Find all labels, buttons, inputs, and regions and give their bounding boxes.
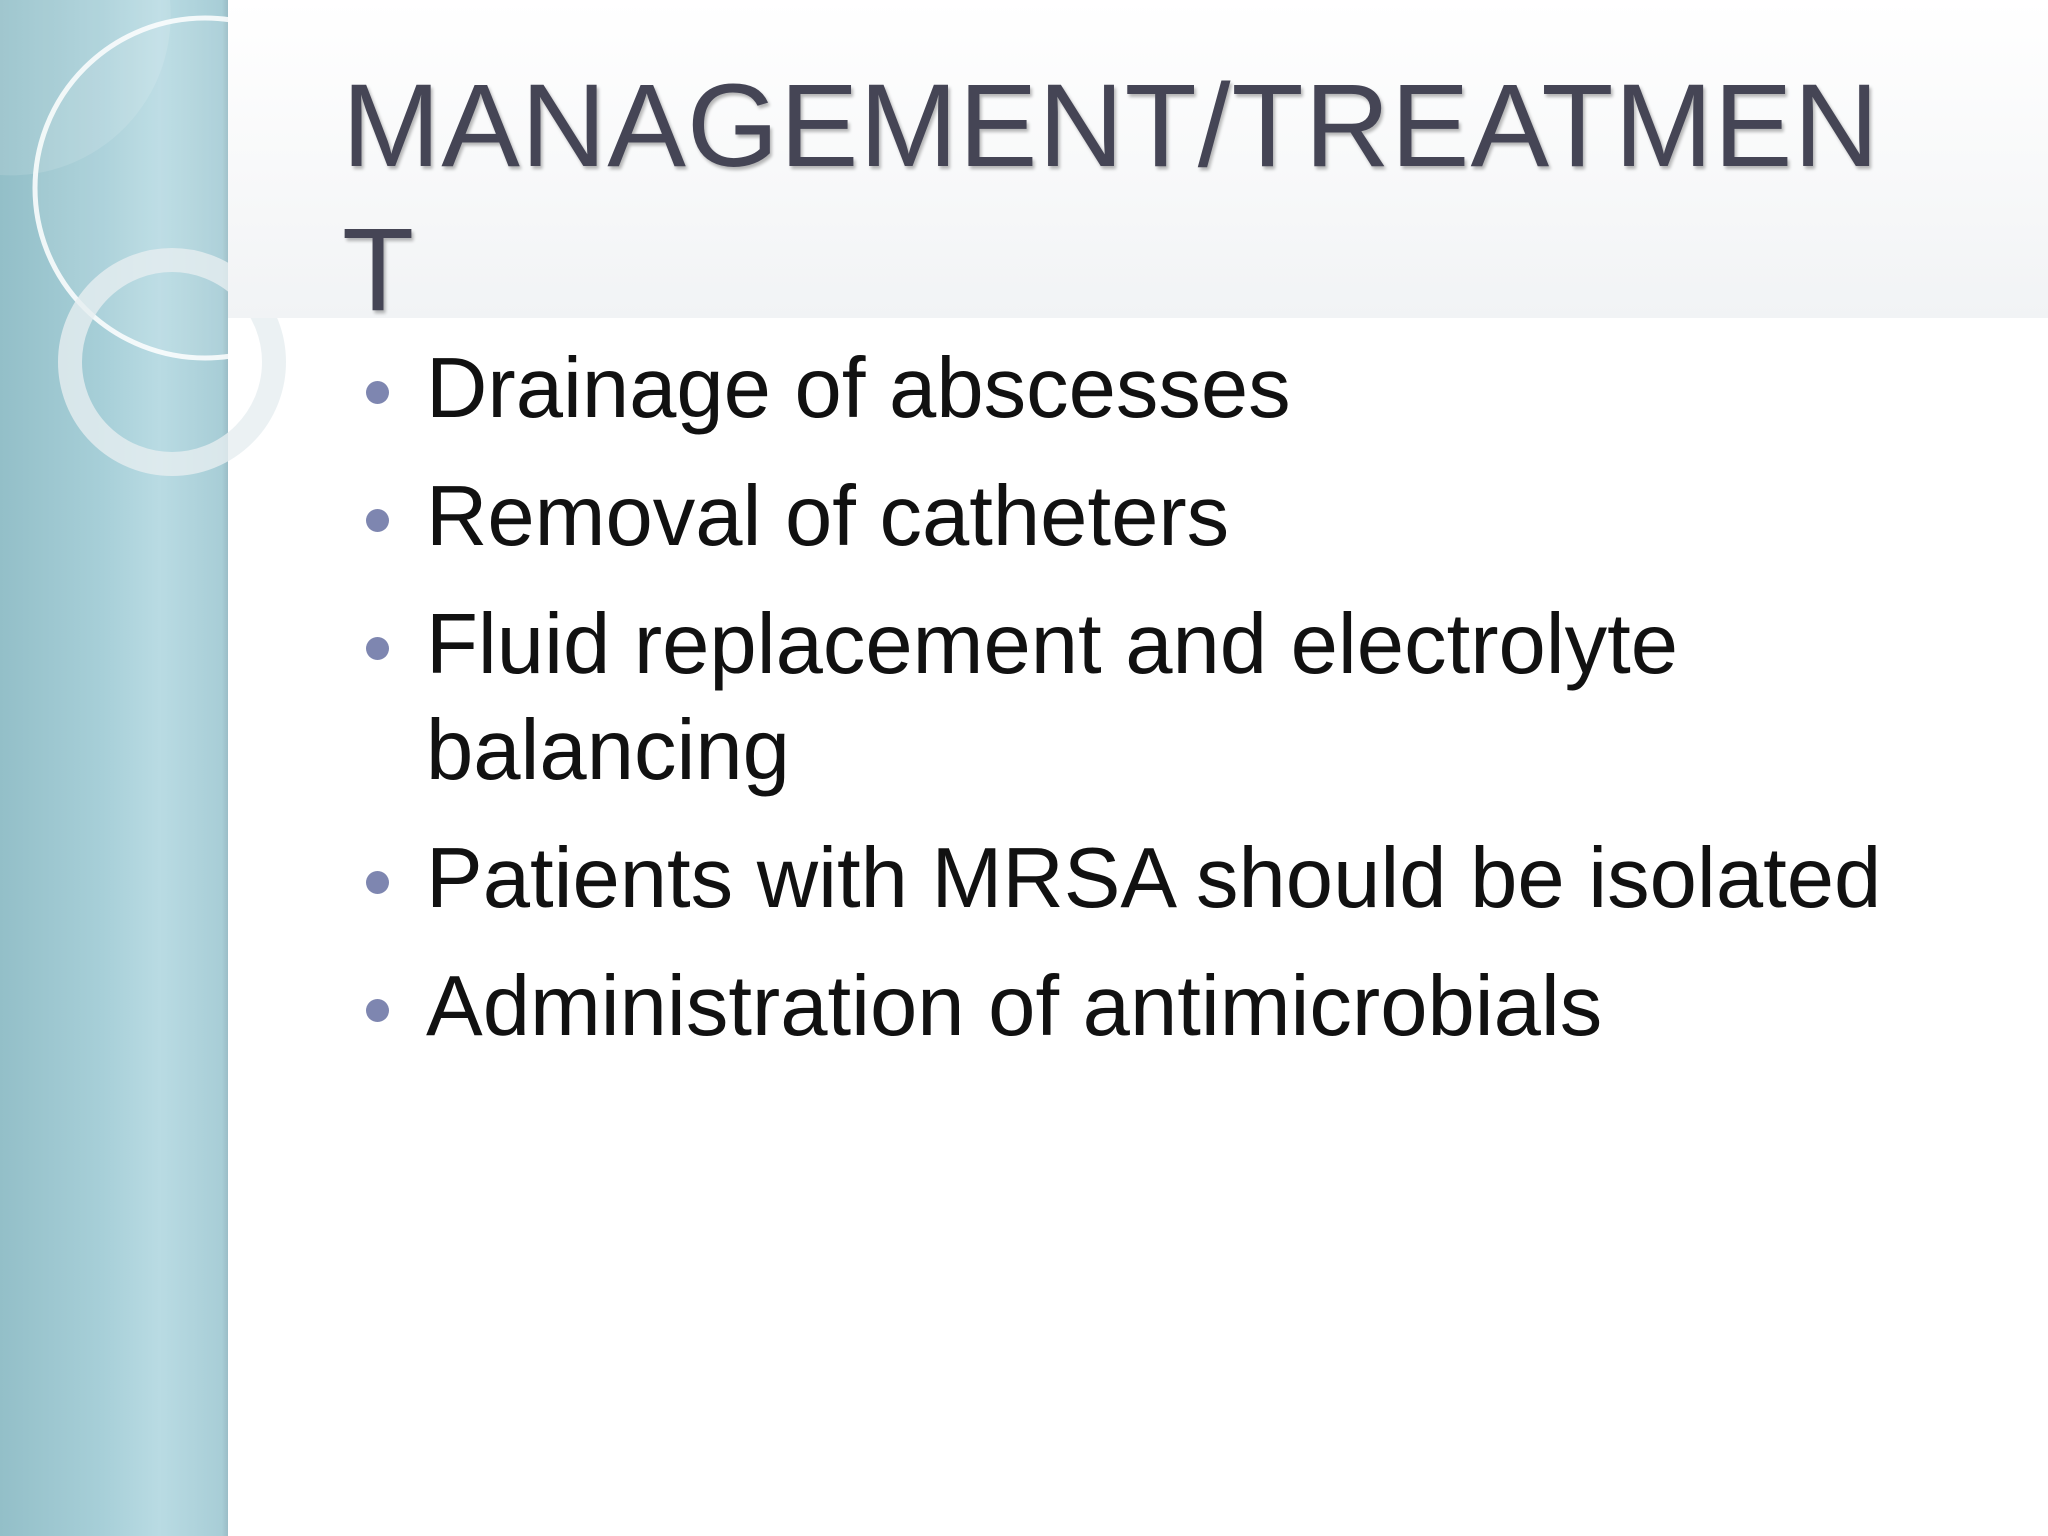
bullet-dot-icon <box>366 999 389 1022</box>
bullet-text: Fluid replacement and electrolyte balancing <box>426 597 1679 798</box>
list-item <box>364 464 1884 570</box>
bullet-dot-icon <box>366 871 389 894</box>
bullet-text: Administration of antimicrobials <box>426 959 1603 1054</box>
bullet-list <box>364 336 1884 1082</box>
bullet-text: Removal of catheters <box>426 469 1230 564</box>
list-item <box>364 826 1884 932</box>
list-item <box>364 954 1884 1060</box>
bullet-text: Patients with MRSA should be isolated <box>426 831 1882 926</box>
list-item <box>364 592 1884 804</box>
bullet-dot-icon <box>366 381 389 404</box>
bullet-dot-icon <box>366 637 389 660</box>
list-item <box>364 336 1884 442</box>
bullet-text: Drainage of abscesses <box>426 341 1291 436</box>
slide-title: MANAGEMENT/TREATMENT <box>342 60 1880 336</box>
bullet-dot-icon <box>366 509 389 532</box>
